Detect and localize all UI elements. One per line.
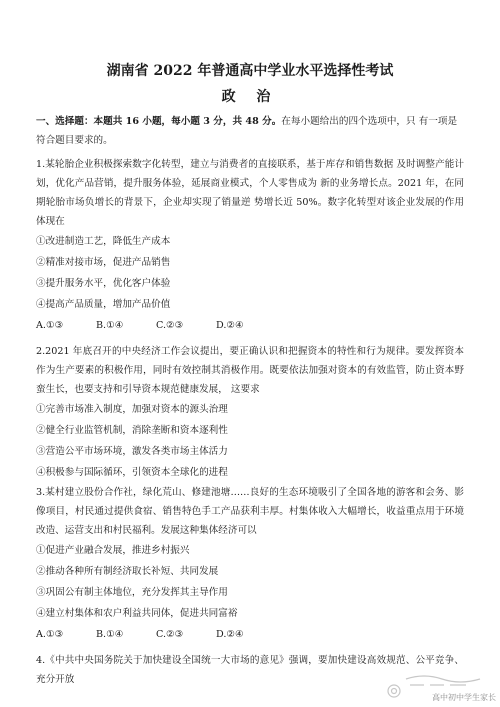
question-option: ①促进产业融合发展，推进乡村振兴	[36, 545, 190, 556]
answer-choices	[36, 624, 464, 646]
answer-choice-c: C.②③	[156, 629, 184, 640]
answer-choice-b: B.①④	[96, 320, 124, 331]
question-2	[36, 342, 464, 483]
answer-choice-c: C.②③	[156, 320, 184, 331]
question-option: ①改进制造工艺，降低生产成本	[36, 236, 171, 247]
answer-choice-d: D.②④	[216, 320, 244, 331]
question-option: ④提高产品质量，增加产品价值	[36, 299, 171, 310]
question-option: ④积极参与国际循环，引领资本全球化的进程	[36, 467, 228, 478]
question-stem: 2.2021 年底召开的中央经济工作会议提出，要正确认识和把握资本的特性和行为规律。要发挥资本作为生产要素的积极作用，同时有效控制其消极作用。既要依法加强对资本的有效监管，防止资本野蛮生长，也要支持和引导资本规范健康发展， 这要求	[36, 346, 464, 395]
question-stem: 3.某村建立股份合作社，绿化荒山、修建池塘……良好的生态环境吸引了全国各地的游客和会务、影像项目，村民通过提供食宿、销售特色手工产品获利丰厚。村集体收入大幅增长，收益重点用于环境改造、运营支出和村民福利。发展这种集体经济可以	[36, 487, 464, 536]
answer-choice-b: B.①④	[96, 629, 124, 640]
question-option: ②推动各种所有制经济取长补短、共同发展	[36, 566, 219, 577]
exam-subject: 政 治	[221, 89, 279, 105]
question-option: ③巩固公有制主体地位，充分发挥其主导作用	[36, 587, 228, 598]
exam-title: 湖南省 2022 年普通高中学业水平选择性考试	[106, 63, 394, 79]
answer-choice-d: D.②④	[216, 629, 244, 640]
question-3	[36, 483, 464, 646]
question-stem: 4.《中共中央国务院关于加快建设全国统一大市场的意见》强调，要加快建设高效规范、公平竞争、充分开放	[36, 655, 464, 685]
answer-choice-a: A.①③	[36, 629, 64, 640]
question-stem: 1.某轮胎企业积极探索数字化转型，建立与消费者的直接联系，基于库存和销售数据 及时调整产能计划，优化产品营销，提升服务体验，延展商业模式，个人零售成为 新的业务增长点。2021 年，在同期轮胎市场负增长的背景下，企业却实现了销量逆 势增长近 50%。数字化转型对该企业发展的作用体现在	[36, 159, 464, 227]
section-heading	[36, 112, 464, 150]
question-option: ③营造公平市场环境，激发各类市场主体活力	[36, 446, 228, 457]
section-heading-bold: 一、选择题：本题共 16 小题，每小题 3 分，共 48 分。	[36, 116, 282, 127]
question-option: ④建立村集体和农户利益共同体，促进共同富裕	[36, 608, 238, 619]
answer-choice-a: A.①③	[36, 320, 64, 331]
answer-choices	[36, 315, 464, 337]
question-1	[36, 155, 464, 337]
section-heading-rest: 在每小题给出的四个选项中，只 有一项是符合题目要求的。	[36, 116, 458, 146]
question-option: ②健全行业监管机制，消除垄断和资本逐利性	[36, 425, 228, 436]
question-option: ①完善市场准入制度，加强对资本的源头治理	[36, 404, 228, 415]
question-option: ③提升服务水平，优化客户体验	[36, 278, 171, 289]
watermark-text: 高中初中学生家长	[432, 693, 496, 702]
question-option: ②精准对接市场，促进产品销售	[36, 257, 171, 268]
